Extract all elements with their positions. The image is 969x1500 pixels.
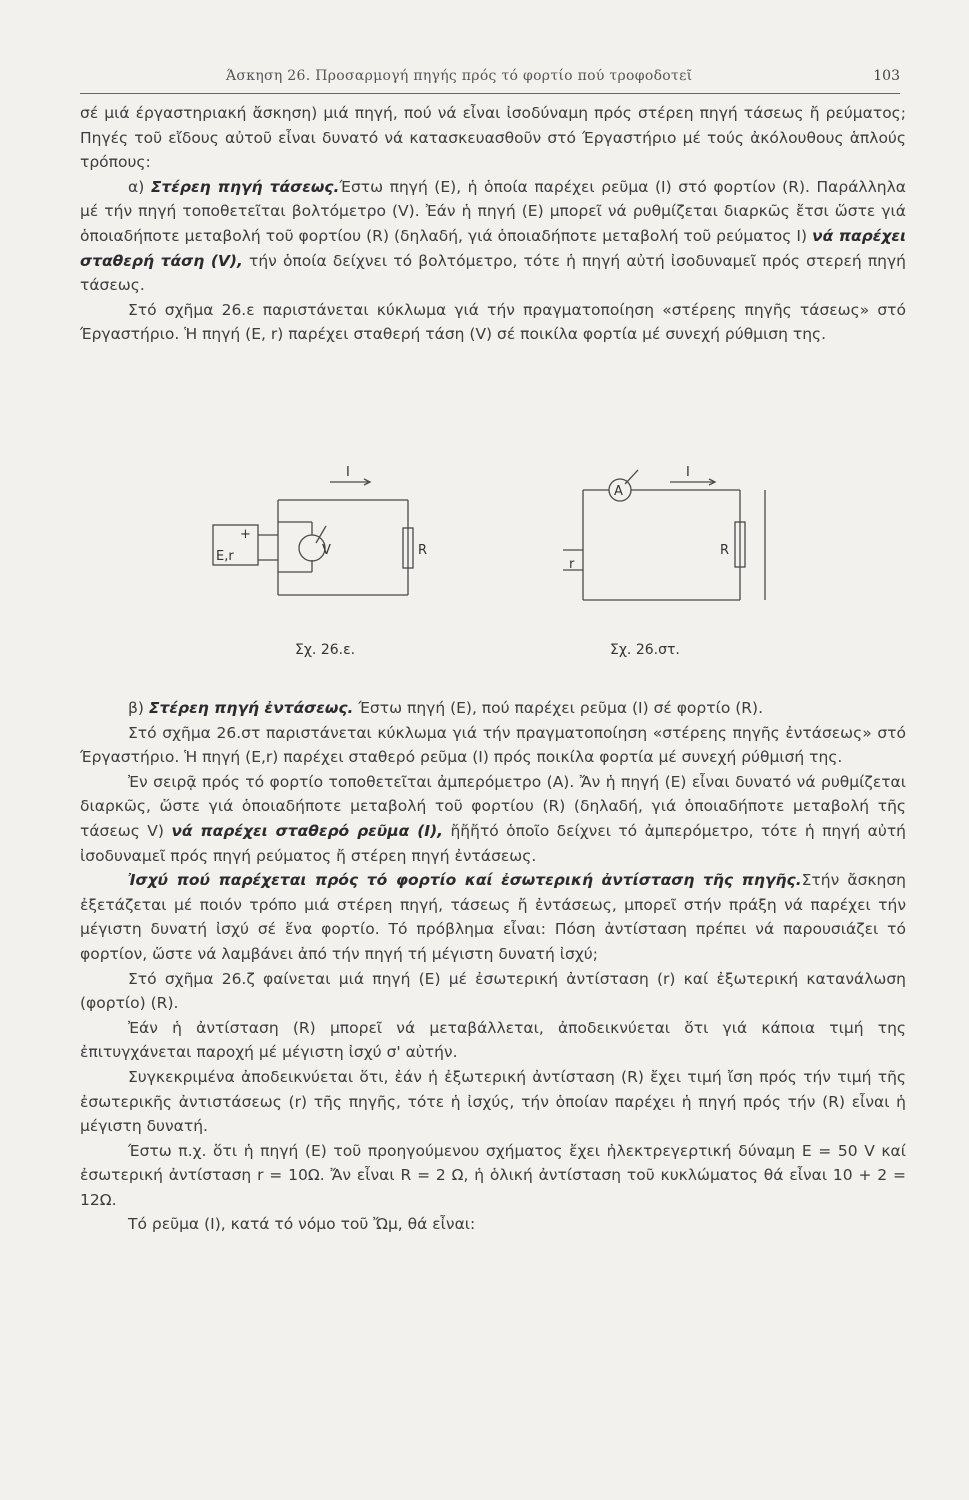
page-header bbox=[80, 60, 900, 100]
item-prefix-b: β) bbox=[128, 699, 144, 717]
max-power-text: Συγκεκριμένα ἀποδεικνύεται ὅτι, ἐάν ἡ ἐξωτερική ἀντίσταση (R) ἔχει τιμή ἴση πρός τήν τιμή τῆς ἐσωτερικῆς ἀντιστάσεως (r) τῆς πηγῆς, τότε ἡ ἰσχύς, τήν ὁποίαν παρέχει ἡ πηγή πρός τήν (R) εἶναι ἡ μέγιστη δυνατή. bbox=[80, 1067, 906, 1136]
heading-voltage-source: Στέρεη πηγή τάσεως. bbox=[150, 177, 340, 196]
paragraph-fig-26st bbox=[80, 721, 906, 770]
paragraph-fig-26e bbox=[80, 298, 906, 347]
paragraph-current-source bbox=[80, 696, 906, 721]
item-prefix-a: α) bbox=[128, 177, 145, 196]
caption-fig-26st: Σχ. 26.στ. bbox=[610, 642, 680, 658]
voltage-source-text: Έστω πηγή (Ε), ἡ ὁποία παρέχει ρεῦμα (Ι) στό φορτίον (R). Παράλληλα μέ τήν πηγή τοποθετεῖται βολτόμετρο (V). Ἐάν ἡ πηγή (Ε) μπορεῖ νά ρυθμίζεται διαρκῶς ἔτσι ὥστε γιά ὁποιαδήποτε μεταβολή τοῦ φορτίου (R) (δηλαδή, γιά ὁποιαδήποτε μεταβολή τοῦ ρεύματος Ι) bbox=[80, 177, 906, 245]
ammeter-label: A bbox=[614, 484, 623, 499]
source-label-left: E,r bbox=[216, 549, 234, 564]
figures-area bbox=[200, 460, 800, 670]
power-text: Στήν ἄσκηση ἐξετάζεται μέ ποιόν τρόπο μιά στέρεη πηγή, τάσεως ἤ ἐντάσεως, μπορεῖ στήν πράξη νά παρέχει τήν μέγιστη δυνατή ἰσχύ σέ ἕνα φορτίο. Τό πρόβλημα εἶναι: Πόση ἀντίσταση πρέπει νά παρουσιάζει τό φορτίον, ὥστε νά λαμβάνει ἀπό τήν πηγή τή μέγιστη δυνατή ἰσχύ; bbox=[80, 871, 906, 963]
circuit-26st bbox=[563, 470, 765, 600]
heading-power-internal-resistance: Ἰσχύ πού παρέχεται πρός τό φορτίο καί ἐσωτερική ἀντίσταση τῆς πηγῆς. bbox=[128, 871, 802, 890]
paragraph-ohm bbox=[80, 1212, 906, 1237]
load-label-left: R bbox=[418, 543, 428, 558]
paragraph-max-power bbox=[80, 1065, 906, 1139]
running-head: Άσκηση 26. Προσαρμογή πηγής πρός τό φορτίο πού τροφοδοτεῖ bbox=[226, 68, 693, 84]
load-label-right: R bbox=[720, 543, 730, 558]
variable-r-text: Ἐάν ἡ ἀντίσταση (R) μπορεῖ νά μεταβάλλεται, ἀποδεικνύεται ὅτι γιά κάποια τιμή της ἐπιτυγχάνεται παροχή μέ μέγιστη ἰσχύ σ' αὐτήν. bbox=[80, 1018, 906, 1062]
fig-26st-text: Στό σχῆμα 26.στ παριστάνεται κύκλωμα γιά τήν πραγματοποίηση «στέρεης πηγῆς ἐντάσεως» στό Έργαστήριο. Ἡ πηγή (Ε,r) παρέχει σταθερό ρεῦμα (Ι) πρός ποικίλα φορτία μέ συνεχή ρύθμισή της. bbox=[80, 723, 906, 767]
intro-text: σέ μιά έργαστηριακή ἄσκηση) μιά πηγή, πού νά εἶναι ἰσοδύναμη πρός στέρεη πηγή τάσεως ἤ ρεύματος; Πηγές τοῦ εἴδους αὐτοῦ εἶναι δυνατό νά κατασκευασθοῦν στό Έργαστήριο μέ τούς ἀκόλουθους ἁπλούς τρόπους: bbox=[80, 104, 906, 172]
text-block-lower bbox=[80, 696, 906, 1237]
circuit-diagrams bbox=[200, 460, 800, 670]
caption-fig-26e: Σχ. 26.ε. bbox=[295, 642, 356, 658]
current-label-right: I bbox=[686, 465, 690, 480]
ammeter-text: Ἐν σειρᾷ πρός τό φορτίο τοποθετεῖται ἀμπερόμετρο (Α). Ἄν ἡ πηγή (Ε) εἶναι δυνατό νά ρυθμίζεται διαρκῶς, ὥστε γιά ὁποιαδήποτε μεταβολή τοῦ φορτίου (R) (δηλαδή, γιά ὁποιαδήποτε μεταβολή τῆς τάσεως V) bbox=[80, 772, 906, 840]
fig-26z-text: Στό σχῆμα 26.ζ φαίνεται μιά πηγή (Ε) μέ ἐσωτερική ἀντίσταση (r) καί ἐξωτερική κατανάλωση (φορτίο) (R). bbox=[80, 969, 906, 1013]
voltmeter-label: V bbox=[322, 543, 331, 558]
header-rule bbox=[80, 93, 900, 94]
emphasis-constant-current: νά παρέχει σταθερό ρεῦμα (Ι), bbox=[171, 821, 444, 840]
paragraph-example bbox=[80, 1139, 906, 1213]
paragraph-variable-r bbox=[80, 1016, 906, 1065]
paragraph-voltage-source bbox=[80, 175, 906, 298]
paragraph-intro bbox=[80, 101, 906, 175]
current-label-left: I bbox=[346, 465, 350, 480]
paragraph-ammeter bbox=[80, 770, 906, 868]
internal-resistance-label: r bbox=[569, 557, 575, 572]
voltage-source-text-end: τήν ὁποία δείχνει τό βολτόμετρο, τότε ἡ πηγή αὐτή ἰσοδυναμεῖ πρός στερεή πηγή τάσεως. bbox=[80, 251, 906, 295]
example-text: Έστω π.χ. ὅτι ἡ πηγή (Ε) τοῦ προηγούμενου σχήματος ἔχει ἠλεκτρεγερτική δύναμη Ε = 50 V καί ἐσωτερική ἀντίσταση r = 10Ω. Ἄν εἶναι R = 2 Ω, ἡ ὁλική ἀντίσταση τοῦ κυκλώματος θά εἶναι 10 + 2 = 12Ω. bbox=[80, 1141, 906, 1209]
fig-26e-text: Στό σχῆμα 26.ε παριστάνεται κύκλωμα γιά τήν πραγματοποίηση «στέρεης πηγῆς τάσεως» στό Έργαστήριο. Ἡ πηγή (Ε, r) παρέχει σταθερή τάση (V) σέ ποικίλα φορτία μέ συνεχή ρύθμιση της. bbox=[80, 300, 906, 344]
emphasis-constant-voltage: νά παρέχει σταθερή τάση (V), bbox=[80, 226, 906, 270]
plus-sign: + bbox=[240, 527, 251, 542]
current-source-text: Έστω πηγή (Ε), πού παρέχει ρεῦμα (Ι) σέ φορτίο (R). bbox=[358, 699, 764, 717]
paragraph-fig-26z bbox=[80, 967, 906, 1016]
text-block-upper bbox=[80, 101, 906, 347]
paragraph-power bbox=[80, 868, 906, 966]
ohm-text: Τό ρεῦμα (Ι), κατά τό νόμο τοῦ Ὤμ, θά εἶναι: bbox=[128, 1215, 476, 1234]
heading-current-source: Στέρεη πηγή ἐντάσεως. bbox=[148, 699, 354, 717]
page-number: 103 bbox=[873, 68, 900, 84]
ammeter-text-end: ἤἤἤτό ὁποῖο δείχνει τό ἀμπερόμετρο, τότε ἡ πηγή αὐτή ἰσοδυναμεῖ πρός πηγή ρεύματος ἤ στέρεη πηγή ἐντάσεως. bbox=[80, 821, 906, 865]
